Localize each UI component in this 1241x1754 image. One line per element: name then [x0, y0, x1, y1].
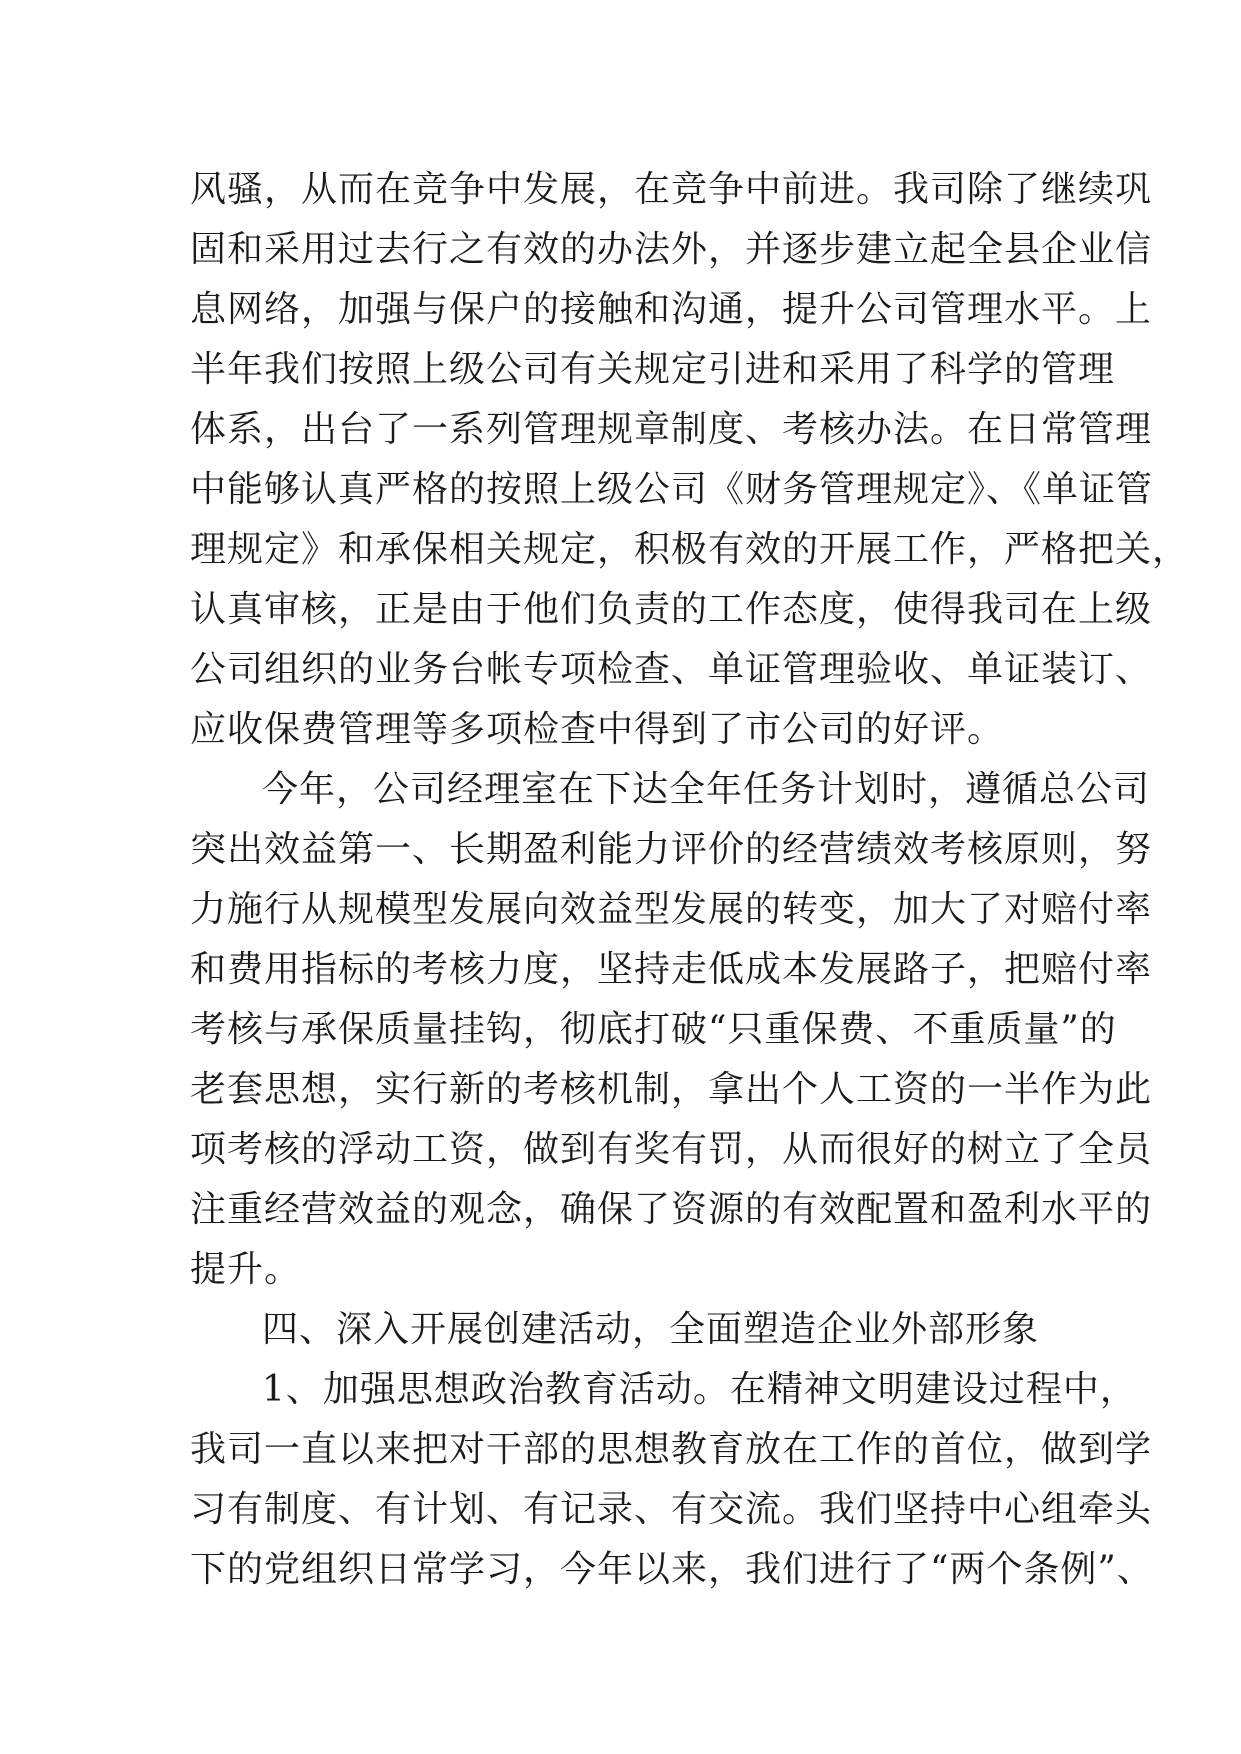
text-line: 公司组织的业务台帐专项检查、单证管理验收、单证装订、: [190, 649, 1153, 690]
text-line: 理规定》和承保相关规定，积极有效的开展工作，严格把关，: [190, 529, 1190, 570]
text-line: 中能够认真严格的按照上级公司《财务管理规定》、《单证管: [190, 469, 1154, 510]
text-line: 半年我们按照上级公司有关规定引进和采用了科学的管理: [190, 349, 1116, 390]
text-line: 今年，公司经理室在下达全年任务计划时，遵循总公司: [262, 769, 1151, 810]
text-line: 注重经营效益的观念，确保了资源的有效配置和盈利水平的: [190, 1189, 1153, 1230]
text-line: 认真审核，正是由于他们负责的工作态度，使得我司在上级: [190, 589, 1153, 630]
text-line: 和费用指标的考核力度，坚持走低成本发展路子，把赔付率: [190, 949, 1153, 990]
body-text: [190, 160, 1190, 1600]
text-line: 体系，出台了一系列管理规章制度、考核办法。在日常管理: [190, 409, 1153, 450]
text-line: 我司一直以来把对干部的思想教育放在工作的首位，做到学: [190, 1429, 1153, 1470]
text-line: 息网络，加强与保户的接触和沟通，提升公司管理水平。上: [190, 289, 1153, 330]
text-line: 提升。: [190, 1249, 302, 1290]
text-line: 四、深入开展创建活动，全面塑造企业外部形象: [262, 1309, 1040, 1350]
text-line: 考核与承保质量挂钩，彻底打破“只重保费、不重质量”的: [190, 1009, 1117, 1050]
text-line: 应收保费管理等多项检查中得到了市公司的好评。: [190, 709, 1005, 750]
text-line: 下的党组织日常学习，今年以来，我们进行了“两个条例”、: [190, 1549, 1154, 1590]
text-line: 突出效益第一、长期盈利能力评价的经营绩效考核原则，努: [190, 829, 1153, 870]
text-line: 力施行从规模型发展向效益型发展的转变，加大了对赔付率: [190, 889, 1153, 930]
text-line: 项考核的浮动工资，做到有奖有罚，从而很好的树立了全员: [190, 1129, 1153, 1170]
text-line: 1、加强思想政治教育活动。在精神文明建设过程中，: [262, 1369, 1137, 1410]
text-line: 习有制度、有计划、有记录、有交流。我们坚持中心组牵头: [190, 1489, 1153, 1530]
text-line: 老套思想，实行新的考核机制，拿出个人工资的一半作为此: [190, 1069, 1153, 1110]
text-line: 风骚，从而在竞争中发展，在竞争中前进。我司除了继续巩: [190, 169, 1153, 210]
text-line: 固和采用过去行之有效的办法外，并逐步建立起全县企业信: [190, 229, 1153, 270]
